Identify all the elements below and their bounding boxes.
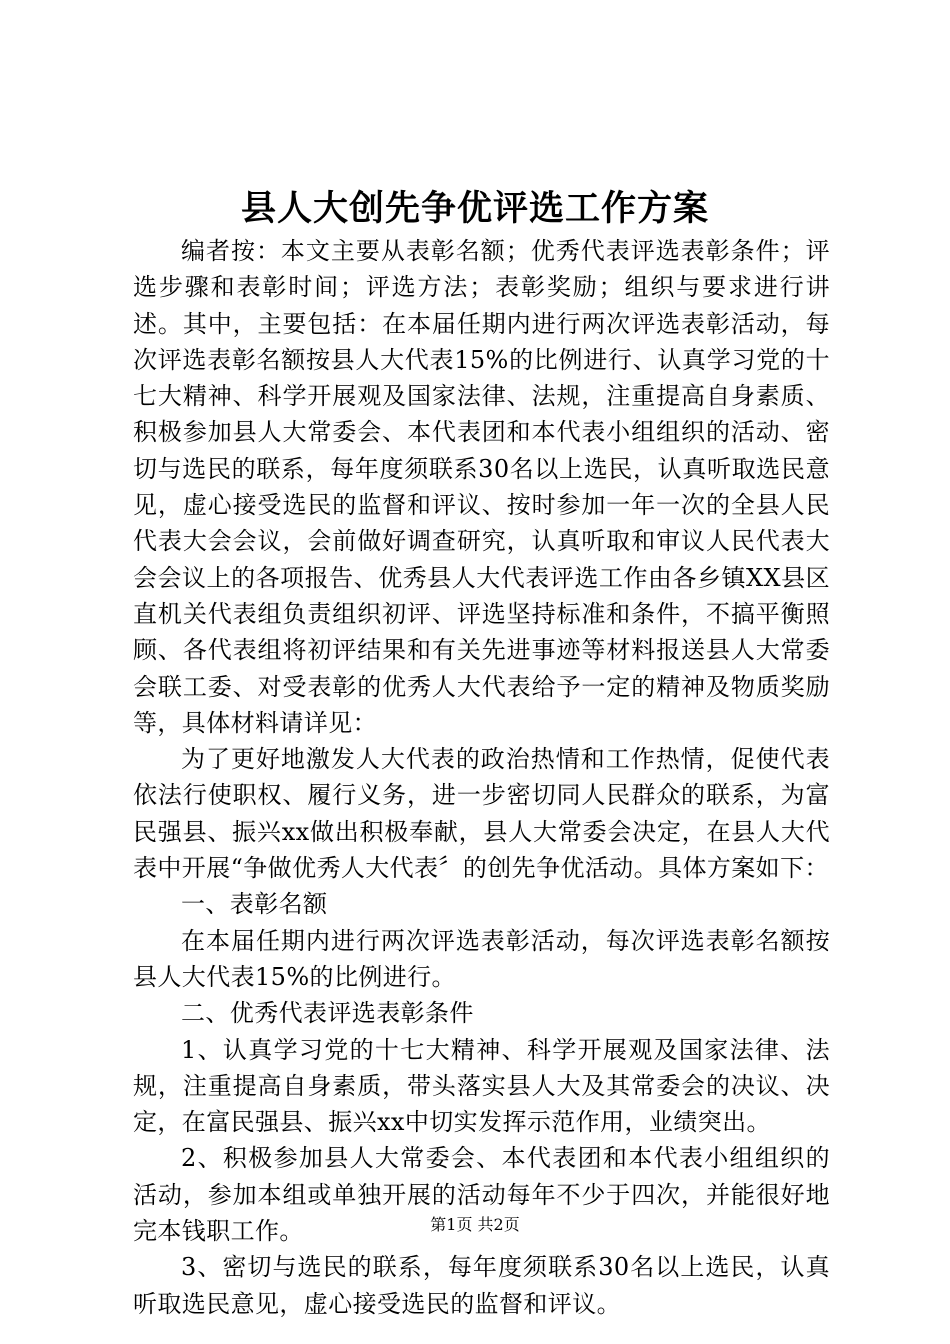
section-heading-award-quota: 一、表彰名额	[181, 890, 328, 919]
award-quota-paragraph: 在本届任期内进行两次评选表彰活动，每次评选表彰名额按县人大代表15%的比例进行。	[133, 926, 830, 991]
condition-item-2: 2、积极参加县人大常委会、本代表团和本代表小组组织的活动，参加本组或单独开展的活动每年不少于四次，并能很好地完本钱职工作。	[133, 1144, 830, 1246]
editor-note-paragraph: 编者按：本文主要从表彰名额；优秀代表评选表彰条件；评选步骤和表彰时间；评选方法；表彰奖励；组织与要求进行讲述。其中，主要包括：在本届任期内进行两次评选表彰活动，每次评选表彰名额按县人大代表15%的比例进行、认真学习党的十七大精神、科学开展观及国家法律、法规，注重提高自身素质、积极参加县人大常委会、本代表团和本代表小组组织的活动、密切与选民的联系，每年度须联系30名以上选民，认真听取选民意见，虚心接受选民的监督和评议、按时参加一年一次的全县人民代表大会会议，会前做好调查研究，认真听取和审议人民代表大会会议上的各项报告、优秀县人大代表评选工作由各乡镇XX县区直机关代表组负责组织初评、评选坚持标准和条件，不搞平衡照顾、各代表组将初评结果和有关先进事迹等材料报送县人大常委会联工委、对受表彰的优秀人大代表给予一定的精神及物质奖励等，具体材料请详见：	[133, 237, 830, 737]
document-body	[133, 233, 830, 1322]
section-heading-award-conditions: 二、优秀代表评选表彰条件	[181, 999, 474, 1028]
condition-item-3: 3、密切与选民的联系，每年度须联系30名以上选民，认真听取选民意见，虚心接受选民的监督和评议。	[133, 1253, 830, 1318]
intro-paragraph: 为了更好地激发人大代表的政治热情和工作热情，促使代表依法行使职权、履行义务，进一步密切同人民群众的联系，为富民强县、振兴xx做出积极奉献，县人大常委会决定，在县人大代表中开展“争做优秀人大代表〞的创先争优活动。具体方案如下：	[133, 745, 830, 883]
condition-item-1: 1、认真学习党的十七大精神、科学开展观及国家法律、法规，注重提高自身素质，带头落实县人大及其常委会的决议、决定，在富民强县、振兴xx中切实发挥示范作用，业绩突出。	[133, 1035, 830, 1137]
page-footer: 第1页 共2页	[430, 1215, 520, 1234]
document-title: 县人大创先争优评选工作方案	[240, 188, 709, 229]
